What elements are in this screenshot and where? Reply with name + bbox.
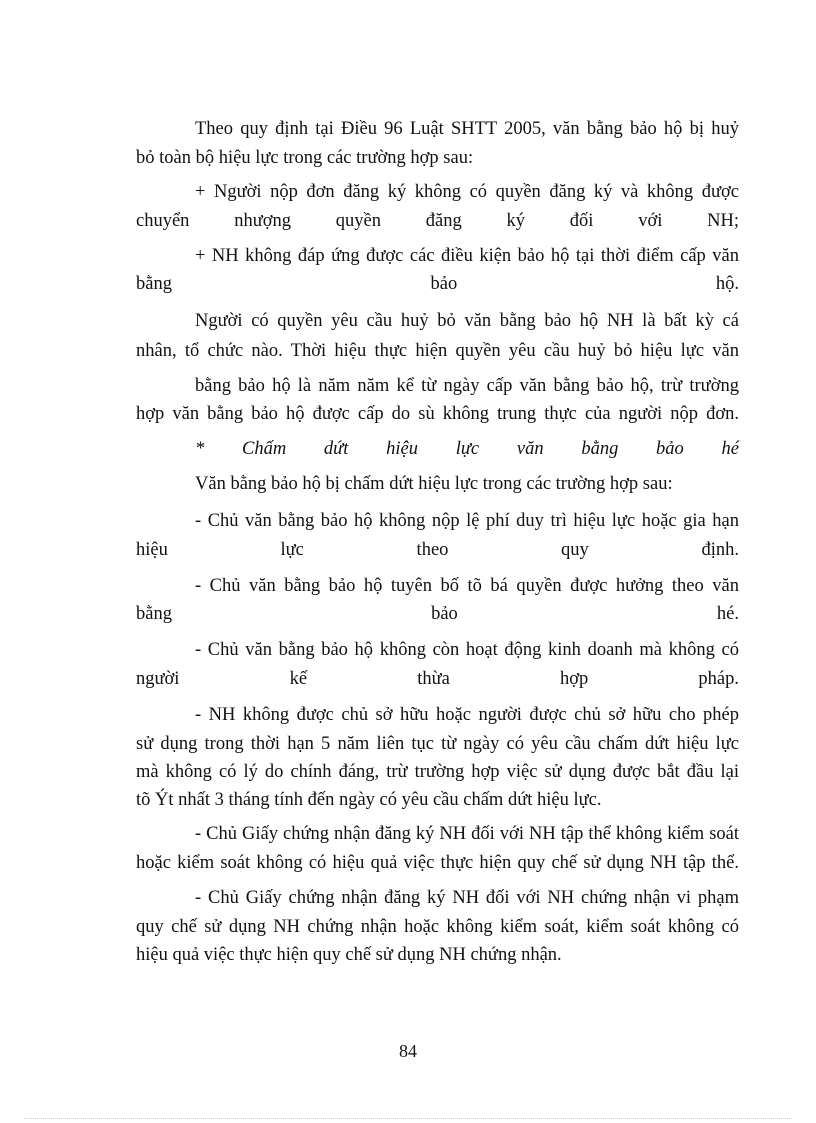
paragraph-line: bằng bảo hé. xyxy=(136,604,739,624)
paragraph-line: hoặc kiểm soát không có hiệu quả việc thực hiện quy chế sử dụng NH tập thể. xyxy=(136,853,739,873)
paragraph-line: chuyển nhượng quyền đăng ký đối với NH; xyxy=(136,211,739,231)
paragraph-line: người kế thừa hợp pháp. xyxy=(136,669,739,689)
footer-divider xyxy=(24,1118,792,1119)
paragraph-line: bằng bảo hộ là năm năm kể từ ngày cấp văn bằng bảo hộ, trừ trường xyxy=(195,376,739,396)
paragraph-line: hiệu lực theo quy định. xyxy=(136,540,739,560)
paragraph-line: mà không có lý do chính đáng, trừ trường hợp việc sử dụng được bắt đầu lại xyxy=(136,762,739,782)
paragraph-line: tõ Ýt nhất 3 tháng tính đến ngày có yêu cầu chấm dứt hiệu lực. xyxy=(136,790,602,810)
paragraph-line: - NH không được chủ sở hữu hoặc người được chủ sở hữu cho phép xyxy=(195,705,739,725)
paragraph-line: hiệu quả việc thực hiện quy chế sử dụng NH chứng nhận. xyxy=(136,945,562,965)
paragraph-line: - Chủ văn bằng bảo hộ không còn hoạt động kinh doanh mà không có xyxy=(195,640,739,660)
paragraph-line: hợp văn bằng bảo hộ được cấp do sù không trung thực của người nộp đơn. xyxy=(136,404,739,424)
paragraph-line: Văn bằng bảo hộ bị chấm dứt hiệu lực trong các trường hợp sau: xyxy=(195,474,673,494)
page-number: 84 xyxy=(399,1041,417,1061)
section-heading: * Chấm dứt hiệu lực văn bằng bảo hé xyxy=(195,439,739,459)
paragraph-line: - Chủ Giấy chứng nhận đăng ký NH đối với NH tập thể không kiểm soát xyxy=(195,824,739,844)
paragraph-line: sử dụng trong thời hạn 5 năm liên tục từ ngày có yêu cầu chấm dứt hiệu lực xyxy=(136,734,739,754)
paragraph-line: - Chủ văn bằng bảo hộ tuyên bố tõ bá quyền được hưởng theo văn xyxy=(195,576,739,596)
paragraph-line: + NH không đáp ứng được các điều kiện bảo hộ tại thời điểm cấp văn xyxy=(195,246,739,266)
paragraph-line: - Chủ Giấy chứng nhận đăng ký NH đối với NH chứng nhận vi phạm xyxy=(195,888,739,908)
paragraph-line: + Người nộp đơn đăng ký không có quyền đăng ký và không được xyxy=(195,182,739,202)
paragraph-line: Theo quy định tại Điều 96 Luật SHTT 2005, văn bằng bảo hộ bị huỷ xyxy=(195,119,739,139)
paragraph-line: Người có quyền yêu cầu huỷ bỏ văn bằng bảo hộ NH là bất kỳ cá xyxy=(195,311,739,331)
paragraph-line: bằng bảo hộ. xyxy=(136,274,739,294)
paragraph-line: nhân, tổ chức nào. Thời hiệu thực hiện quyền yêu cầu huỷ bỏ hiệu lực văn xyxy=(136,341,739,361)
paragraph-line: quy chế sử dụng NH chứng nhận hoặc không kiểm soát, kiểm soát không có xyxy=(136,917,739,937)
paragraph-line: - Chủ văn bằng bảo hộ không nộp lệ phí duy trì hiệu lực hoặc gia hạn xyxy=(195,511,739,531)
paragraph-line: bỏ toàn bộ hiệu lực trong các trường hợp sau: xyxy=(136,148,474,168)
